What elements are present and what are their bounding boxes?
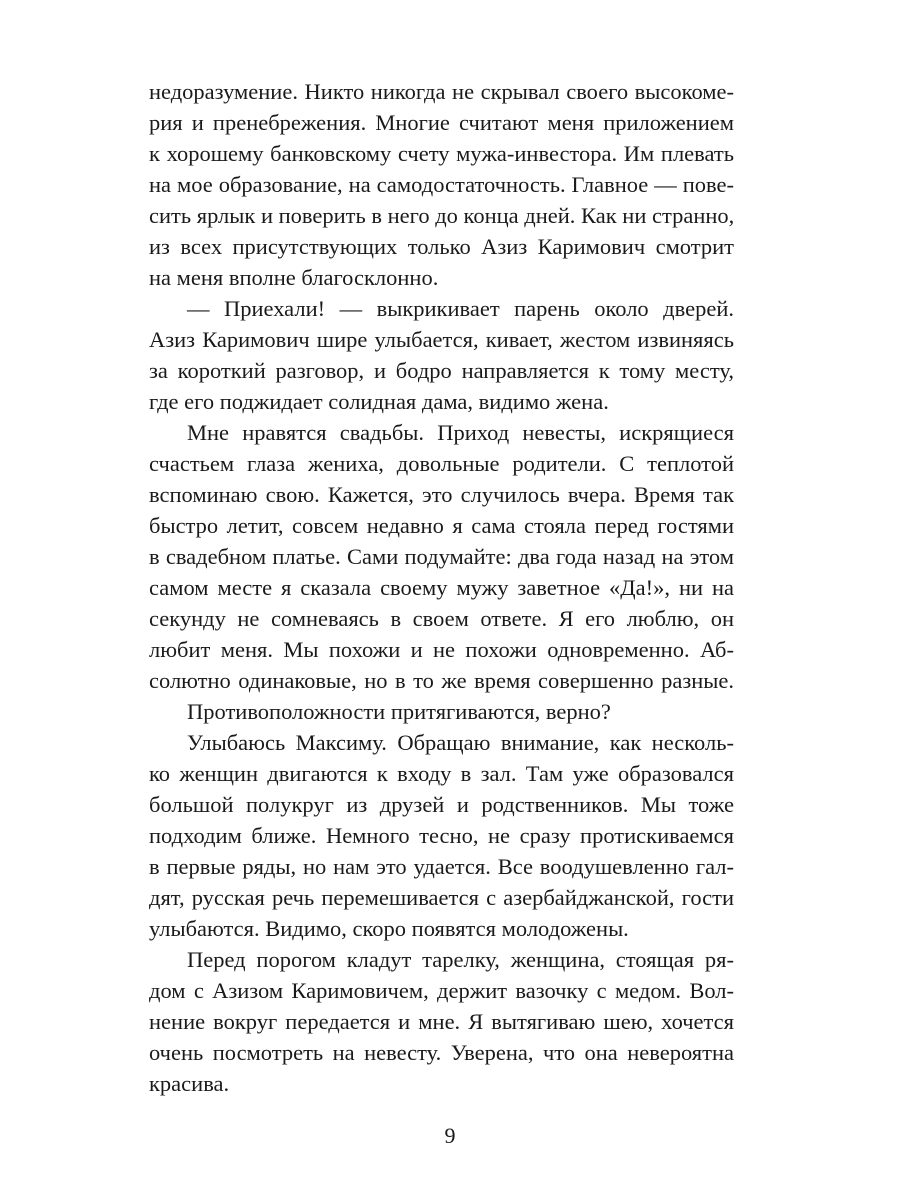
text-line: очень посмотреть на невесту. Уверена, что она невероятна xyxy=(149,1040,734,1065)
text-line: в свадебном платье. Сами подумайте: два года назад на этом xyxy=(149,544,734,569)
text-line: подходим ближе. Немного тесно, не сразу протискиваемся xyxy=(149,823,734,848)
text-line: солютно одинаковые, но в то же время совершенно разные. xyxy=(149,668,734,693)
text-line: рия и пренебрежения. Многие считают меня приложением xyxy=(149,110,734,135)
text-line: самом месте я сказала своему мужу заветное «Да!», ни на xyxy=(149,575,734,600)
text-line: красива. xyxy=(149,1071,230,1096)
text-line: к хорошему банковскому счету мужа-инвестора. Им плевать xyxy=(149,141,734,166)
text-line: из всех присутствующих только Азиз Каримович смотрит xyxy=(149,234,734,259)
text-line: на меня вполне благосклонно. xyxy=(149,265,439,290)
text-line: за короткий разговор, и бодро направляется к тому месту, xyxy=(149,358,734,383)
text-line: недоразумение. Никто никогда не скрывал своего высокоме- xyxy=(149,79,734,104)
text-line: улыбаются. Видимо, скоро появятся молодожены. xyxy=(149,916,629,941)
text-line: любит меня. Мы похожи и не похожи одновременно. Аб- xyxy=(149,637,734,662)
text-line: секунду не сомневаясь в своем ответе. Я его люблю, он xyxy=(149,606,734,631)
page-number: 9 xyxy=(444,1123,456,1148)
text-line: Азиз Каримович шире улыбается, кивает, жестом извиняясь xyxy=(149,327,734,352)
text-line: нение вокруг передается и мне. Я вытягиваю шею, хочется xyxy=(149,1009,734,1034)
text-line: дом с Азизом Каримовичем, держит вазочку с медом. Вол- xyxy=(149,978,734,1003)
text-line: — Приехали! — выкрикивает парень около дверей. xyxy=(187,296,734,321)
text-line: быстро летит, совсем недавно я сама стояла перед гостями xyxy=(149,513,734,538)
text-line: большой полукруг из друзей и родственников. Мы тоже xyxy=(149,792,734,817)
text-line: счастьем глаза жениха, довольные родители. С теплотой xyxy=(149,451,734,476)
text-line: Перед порогом кладут тарелку, женщина, стоящая ря- xyxy=(187,947,734,972)
text-line: на мое образование, на самодостаточность. Главное — пове- xyxy=(149,172,734,197)
page-body xyxy=(149,76,734,1099)
text-line: Мне нравятся свадьбы. Приход невесты, искрящиеся xyxy=(187,420,734,445)
text-line: Противоположности притягиваются, верно? xyxy=(187,699,611,724)
text-line: где его поджидает солидная дама, видимо жена. xyxy=(149,389,609,414)
text-line: в первые ряды, но нам это удается. Все воодушевленно гал- xyxy=(149,854,734,879)
text-line: дят, русская речь перемешивается с азербайджанской, гости xyxy=(149,885,734,910)
text-line: вспоминаю свою. Кажется, это случилось вчера. Время так xyxy=(149,482,734,507)
text-line: ко женщин двигаются к входу в зал. Там уже образовался xyxy=(149,761,734,786)
text-line: Улыбаюсь Максиму. Обращаю внимание, как несколь- xyxy=(187,730,734,755)
text-line: сить ярлык и поверить в него до конца дней. Как ни странно, xyxy=(149,203,735,228)
